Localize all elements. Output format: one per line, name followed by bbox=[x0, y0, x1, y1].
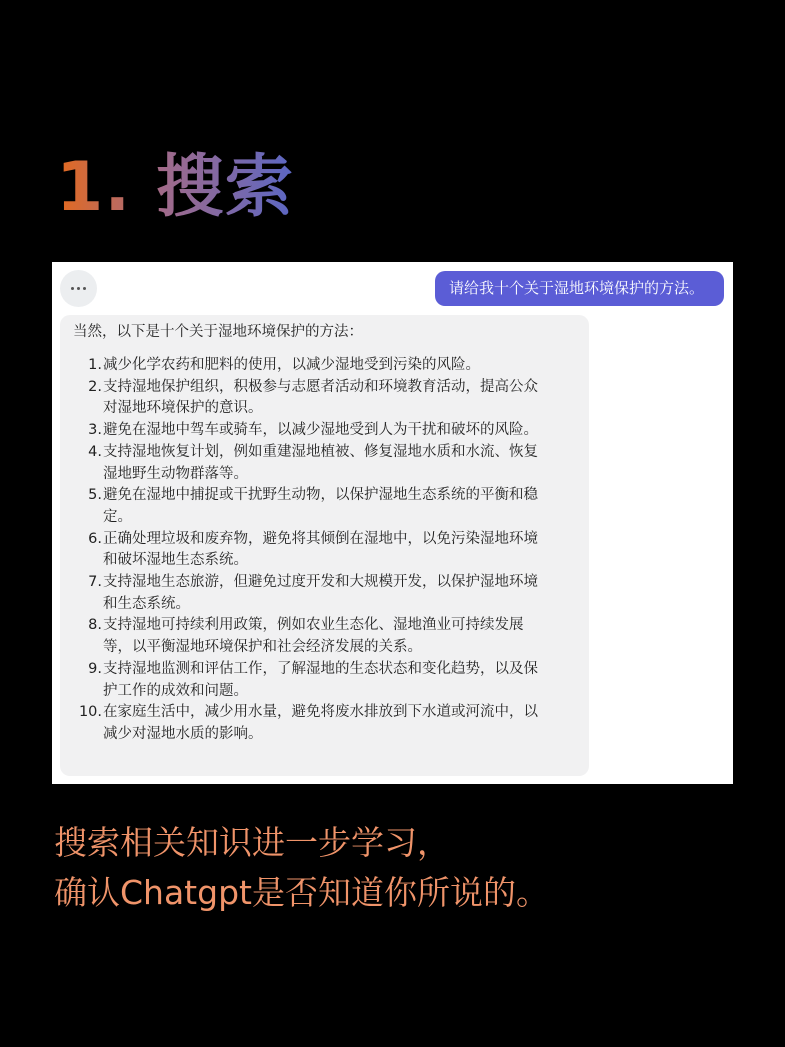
list-number: 4. bbox=[88, 443, 102, 460]
list-text: 支持湿地恢复计划，例如重建湿地植被、修复湿地水质和水流、恢复 湿地野生动物群落等。 bbox=[103, 443, 538, 482]
list-text: 支持湿地监测和评估工作，了解湿地的生态状态和变化趋势，以及保 护工作的成效和问题。 bbox=[103, 660, 538, 699]
list-number: 5. bbox=[88, 487, 102, 504]
list-text: 支持湿地生态旅游，但避免过度开发和大规模开发，以保护湿地环境 和生态系统。 bbox=[103, 574, 538, 612]
list-number: 9. bbox=[88, 660, 102, 677]
list-text: 避免在湿地中驾车或骑车，以减少湿地受到人为干扰和破坏的风险。 bbox=[103, 422, 538, 439]
list-text: 避免在湿地中捕捉或干扰野生动物，以保护湿地生态系统的平衡和稳 定。 bbox=[103, 487, 538, 525]
list-number: 8. bbox=[88, 617, 102, 634]
list-text: 支持湿地保护组织，积极参与志愿者活动和环境教育活动，提高公众 对湿地环境保护的意识。 bbox=[103, 378, 538, 417]
list-text: 正确处理垃圾和废弃物，避免将其倾倒在湿地中，以免污染湿地环境 和破坏湿地生态系统。 bbox=[103, 530, 538, 569]
list-item bbox=[73, 659, 575, 702]
list-item bbox=[73, 702, 575, 745]
ellipsis-icon bbox=[71, 287, 74, 290]
reply-intro: 当然，以下是十个关于湿地环境保护的方法： bbox=[73, 324, 363, 340]
caption-line-1: 搜索相关知识进一步学习， bbox=[54, 823, 450, 862]
list-item bbox=[73, 485, 575, 528]
chat-screenshot bbox=[52, 262, 733, 784]
list-number: 10. bbox=[78, 704, 102, 721]
assistant-reply bbox=[60, 315, 589, 776]
caption bbox=[54, 818, 549, 918]
list-text: 在家庭生活中，减少用水量，避免将废水排放到下水道或河流中，以 减少对湿地水质的影响。 bbox=[103, 704, 538, 742]
list-number: 3. bbox=[88, 422, 102, 439]
list-item bbox=[73, 377, 575, 420]
list-text: 减少化学农药和肥料的使用，以减少湿地受到污染的风险。 bbox=[103, 357, 480, 373]
more-options-button[interactable] bbox=[60, 270, 97, 307]
user-message: 请给我十个关于湿地环境保护的方法。 bbox=[435, 271, 724, 306]
ellipsis-dot bbox=[83, 287, 86, 290]
list-number: 1. bbox=[88, 357, 102, 373]
list-item bbox=[73, 420, 575, 442]
page-title: 1. 搜索 bbox=[56, 146, 294, 230]
list-number: 6. bbox=[88, 530, 102, 547]
ellipsis-dot bbox=[77, 287, 80, 290]
reply-list bbox=[73, 355, 575, 746]
list-item bbox=[73, 615, 575, 658]
caption-line-2: 确认Chatgpt是否知道你所说的。 bbox=[54, 873, 549, 912]
list-number: 2. bbox=[88, 378, 102, 395]
list-item bbox=[73, 529, 575, 572]
list-item bbox=[73, 442, 575, 485]
list-item bbox=[73, 572, 575, 615]
list-text: 支持湿地可持续利用政策，例如农业生态化、湿地渔业可持续发展 等，以平衡湿地环境保护和社会经济发展的关系。 bbox=[103, 617, 524, 656]
list-number: 7. bbox=[88, 574, 102, 591]
list-item bbox=[73, 355, 575, 377]
